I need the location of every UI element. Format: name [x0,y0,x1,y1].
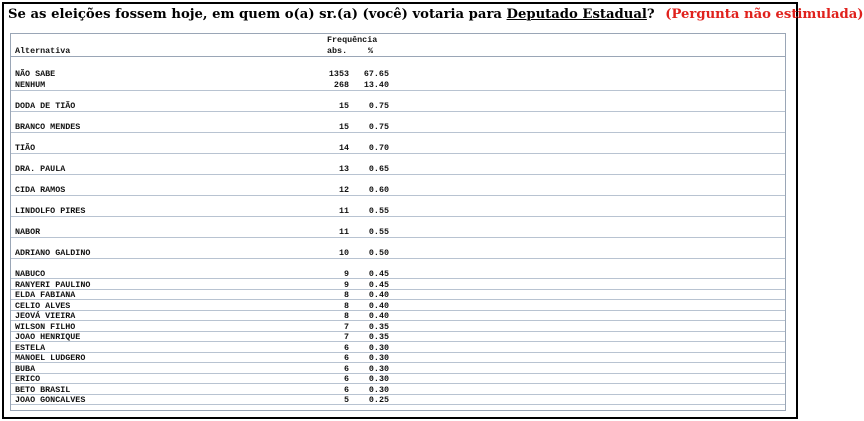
abs-value: 13 [338,164,349,174]
candidate-name: NABUCO [15,269,46,279]
candidate-name: MANOEL LUDGERO [15,353,86,363]
abs-value: 5 [343,395,349,405]
table-row [11,227,785,237]
pct-value: 0.70 [368,143,389,153]
table-row [11,69,785,79]
question-text: Se as eleições fossem hoje, em quem o(a) sr.(a) (você) votaria para [8,7,507,22]
candidate-name: JEOVÁ VIEIRA [15,311,76,321]
abs-value: 15 [338,101,349,111]
candidate-name: NENHUM [15,80,46,90]
candidate-name: DODA DE TIÃO [15,101,76,111]
abs-value: 9 [343,280,349,290]
pct-value: 0.45 [368,269,389,279]
row-separator [11,299,785,300]
pct-value: 0.30 [368,385,389,395]
candidate-name: CIDA RAMOS [15,185,66,195]
pct-value: 0.65 [368,164,389,174]
results-table [10,33,786,411]
abs-value: 9 [343,269,349,279]
pct-value: 0.60 [368,185,389,195]
question-mark: ? [646,7,655,22]
row-separator [11,362,785,363]
pct-value: 0.40 [368,290,389,300]
question-title [8,7,864,22]
candidate-name: NABOR [15,227,41,237]
abs-value: 1353 [328,69,349,79]
candidate-name: TIÃO [15,143,36,153]
abs-value: 8 [343,311,349,321]
abs-value: 6 [343,343,349,353]
abs-value: 15 [338,122,349,132]
row-separator [11,310,785,311]
row-separator [11,153,785,154]
candidate-name: BRANCO MENDES [15,122,81,132]
pct-value: 0.35 [368,322,389,332]
pct-value: 0.30 [368,364,389,374]
row-separator [11,278,785,279]
pct-value: 0.35 [368,332,389,342]
row-separator [11,394,785,395]
row-separator [11,331,785,332]
pct-value: 0.30 [368,353,389,363]
row-separator [11,320,785,321]
frequency-header: Frequência [327,35,378,45]
table-row [11,164,785,174]
column-header-row [11,45,785,57]
row-separator [11,341,785,342]
row-separator [11,132,785,133]
row-separator [11,90,785,91]
pct-value: 0.55 [368,206,389,216]
abs-value: 6 [343,385,349,395]
row-separator [11,289,785,290]
candidate-name: CELIO ALVES [15,301,71,311]
row-separator [11,352,785,353]
table-row [11,101,785,111]
pct-value: 0.40 [368,311,389,321]
table-row [11,80,785,90]
question-office: Deputado Estadual [506,7,647,22]
abs-value: 11 [338,206,349,216]
row-separator [11,258,785,259]
abs-value: 7 [343,322,349,332]
abs-value: 11 [338,227,349,237]
pct-value: 0.50 [368,248,389,258]
pct-value: 67.65 [363,69,389,79]
row-separator [11,111,785,112]
abs-value: 8 [343,290,349,300]
pct-value: 0.75 [368,101,389,111]
pct-value: 0.45 [368,280,389,290]
abs-value: 14 [338,143,349,153]
candidate-name: JOAO GONCALVES [15,395,86,405]
pct-value: 0.30 [368,374,389,384]
candidate-name: ESTELA [15,343,46,353]
table-row [11,185,785,195]
abs-value: 6 [343,364,349,374]
candidate-name: ADRIANO GALDINO [15,248,91,258]
candidate-name: DRA. PAULA [15,164,66,174]
candidate-name: LINDOLFO PIRES [15,206,86,216]
alternative-header: Alternativa [15,46,71,56]
table-row [11,143,785,153]
abs-value: 6 [343,374,349,384]
abs-value: 7 [343,332,349,342]
pct-header: % [368,46,374,56]
pct-value: 0.25 [368,395,389,405]
question-note: (Pergunta não estimulada) [665,7,864,22]
row-separator [11,237,785,238]
group-header-row [11,34,785,45]
candidate-name: JOAO HENRIQUE [15,332,81,342]
abs-header: abs. [327,46,348,56]
pct-value: 0.75 [368,122,389,132]
candidate-name: NÃO SABE [15,69,56,79]
pct-value: 0.55 [368,227,389,237]
table-row [11,122,785,132]
row-separator [11,174,785,175]
table-row [11,248,785,258]
candidate-name: WILSON FILHO [15,322,76,332]
candidate-name: RANYERI PAULINO [15,280,91,290]
row-separator [11,195,785,196]
row-separator [11,383,785,384]
pct-value: 0.40 [368,301,389,311]
row-separator [11,404,785,405]
pct-value: 0.30 [368,343,389,353]
row-separator [11,216,785,217]
pct-value: 13.40 [363,80,389,90]
abs-value: 268 [333,80,349,90]
table-row [11,206,785,216]
abs-value: 12 [338,185,349,195]
abs-value: 10 [338,248,349,258]
abs-value: 6 [343,353,349,363]
abs-value: 8 [343,301,349,311]
row-separator [11,373,785,374]
candidate-name: ELDA FABIANA [15,290,76,300]
candidate-name: ERICO [15,374,41,384]
candidate-name: BETO BRASIL [15,385,71,395]
candidate-name: BUBA [15,364,36,374]
